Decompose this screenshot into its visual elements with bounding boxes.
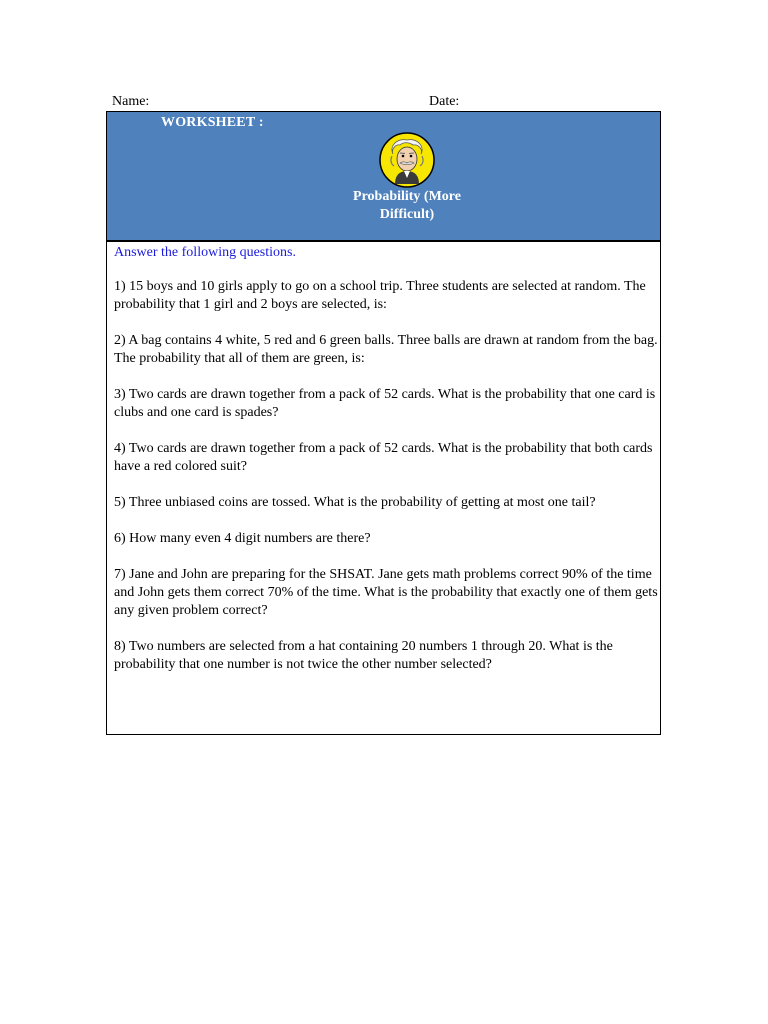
worksheet-box [106, 111, 661, 735]
date-label: Date: [429, 94, 460, 109]
question-7: 7) Jane and John are preparing for the SHSAT. Jane gets math problems correct 90% of the time and John gets them correct 70% of the time. What is the probability that exactly one of them gets any given problem correct? [114, 567, 658, 618]
question-6: 6) How many even 4 digit numbers are there? [114, 531, 371, 546]
worksheet-label: WORKSHEET : [161, 115, 264, 130]
question-3: 3) Two cards are drawn together from a pack of 52 cards. What is the probability that one card is clubs and one card is spades? [114, 387, 656, 420]
worksheet-content [114, 244, 659, 692]
question-2: 2) A bag contains 4 white, 5 red and 6 green balls. Three balls are drawn at random from the bag. The probability that all of them are green, is: [114, 333, 658, 366]
question-4: 4) Two cards are drawn together from a pack of 52 cards. What is the probability that both cards have a red colored suit? [114, 441, 653, 474]
worksheet-banner [107, 112, 660, 242]
question-5: 5) Three unbiased coins are tossed. What is the probability of getting at most one tail? [114, 495, 596, 510]
einstein-cartoon-icon [379, 132, 435, 188]
question-8: 8) Two numbers are selected from a hat containing 20 numbers 1 through 20. What is the probability that one number is not twice the other number selected? [114, 639, 613, 672]
name-label: Name: [112, 94, 150, 109]
topic-title: Probability (More Difficult) [353, 189, 461, 222]
question-1: 1) 15 boys and 10 girls apply to go on a school trip. Three students are selected at random. The probability that 1 girl and 2 boys are selected, is: [114, 279, 646, 312]
instructions-text: Answer the following questions. [114, 245, 296, 260]
